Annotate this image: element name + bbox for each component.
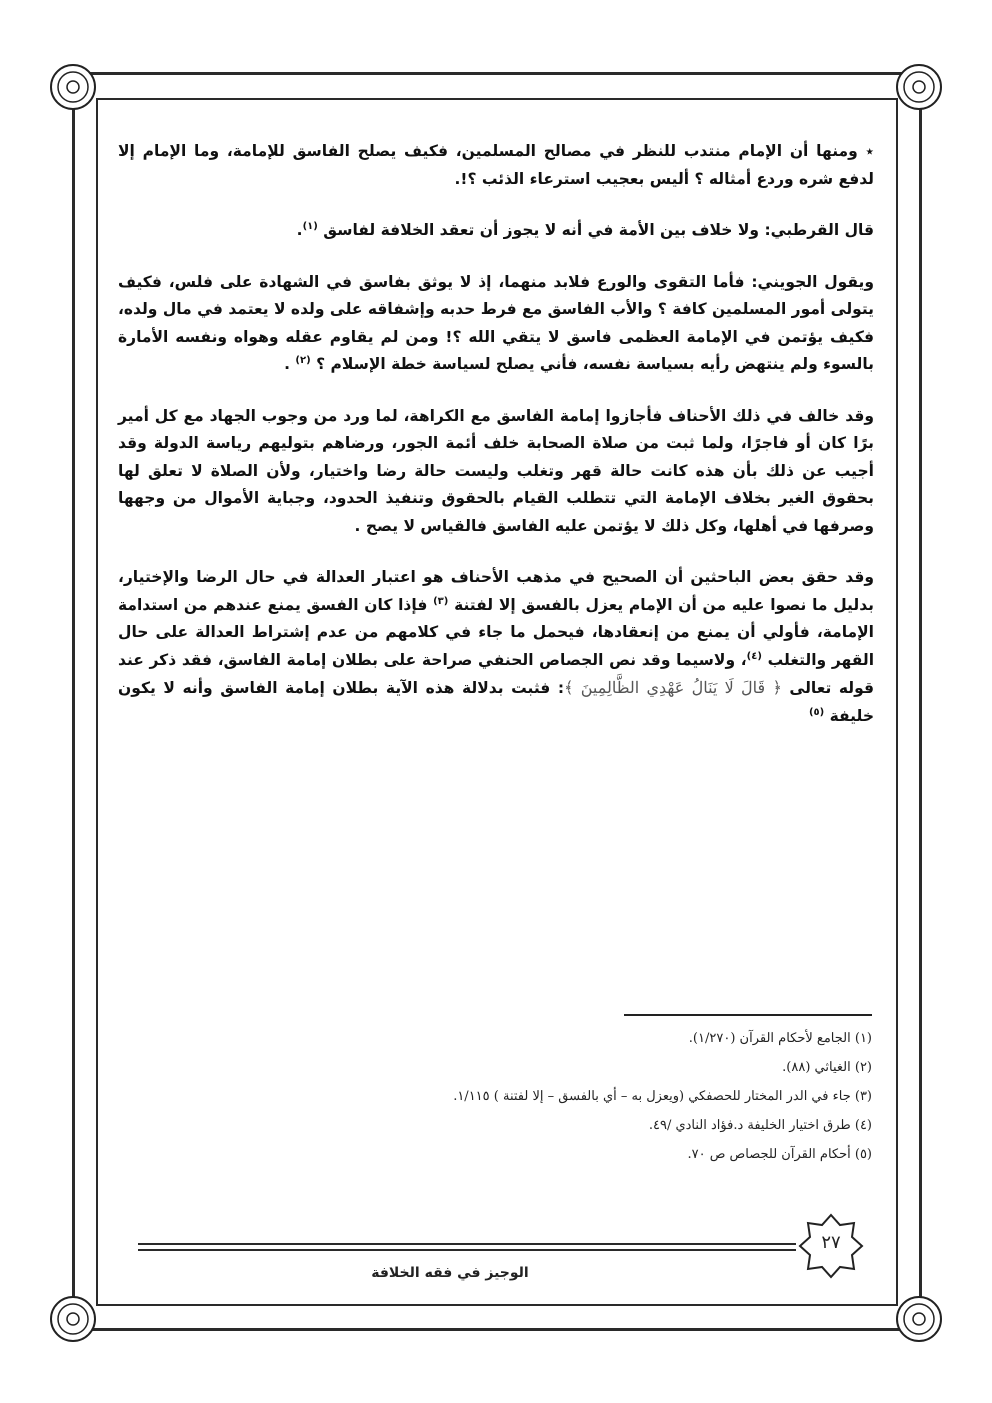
- frame-top-inner: [96, 98, 898, 100]
- footnote-ref[interactable]: (٤): [746, 650, 762, 662]
- footnote-item: (٥) أحكام القرآن للجصاص ص ٧٠.: [687, 1147, 872, 1162]
- frame-left-inner: [96, 98, 98, 1306]
- corner-ornament-icon: [894, 62, 944, 112]
- footnote-ref[interactable]: (٥): [808, 706, 825, 718]
- page-number: ٢٧: [821, 1232, 841, 1253]
- footnote-ref[interactable]: (١): [302, 220, 318, 232]
- footnote-ref[interactable]: (٢): [295, 354, 311, 366]
- footnote-item: (٣) جاء في الدر المختار للحصفكي (ويعزل به – أي بالفسق – إلا لفتنة ) ١/١١٥.: [453, 1089, 872, 1104]
- paragraph: وقد خالف في ذلك الأحناف فأجازوا إمامة الفاسق مع الكراهة، لما ورد من وجوب الجهاد مع كل أمير برًا كان أو فاجرًا، ولما ثبت من صلاة الصحابة خلف أئمة الجور، ورضاهم بتوليهم رياسة الدولة وقد أجيب عن ذلك بأن هذه كانت حالة قهر وتغلب وليست حالة رضا واختيار، ولأن الصلاة لا تعلق لها بحقوق الغير بخلاف الإمامة التي تتطلب القيام بالحقوق وتنفيذ الحدود، وجباية الأموال من وجهها وصرفها في أهلها، وكل ذلك لا يؤتمن عليه الفاسق فالقياس لا يصح .: [118, 406, 874, 535]
- footer-rule-top: [138, 1243, 796, 1245]
- footnote-item: (٤) طرق اختيار الخليفة د.فؤاد النادي /٤٩.: [648, 1118, 872, 1133]
- footer-rule-bottom: [138, 1249, 796, 1251]
- corner-ornament-icon: [48, 62, 98, 112]
- book-title: الوجيز في فقه الخلافة: [371, 1265, 529, 1281]
- frame-bottom-inner: [96, 1304, 898, 1306]
- paragraph: قال القرطبي: ولا خلاف بين الأمة في أنه لا يجوز أن تعقد الخلافة لفاسق $^{(١)}$.: [296, 220, 874, 239]
- frame-top-outer: [72, 72, 922, 75]
- frame-right-inner: [896, 98, 898, 1306]
- footnote-separator: [624, 1014, 872, 1016]
- footnote-item: (١) الجامع لأحكام القرآن (١/٢٧٠).: [688, 1031, 872, 1046]
- paragraph: ويقول الجويني: فأما التقوى والورع فلابد منهما، إذ لا يوثق بفاسق في الشهادة على فلس، فكيف يتولى أمور المسلمين كافة ؟ والأب الفاسق مع فرط حدبه وإشفاقه على ولده لا يعتمد في مال ولده، فكيف يؤتمن في الإمامة العظمى فاسق لا يتقي الله ؟! ومن لم يقاوم عقله وهواه ونفسه الأمارة بالسوء ولم ينتهض رأيه بسياسة نفسه، فأني يصلح لسياسة خطة الإسلام ؟ $^{(٢)}$ .: [118, 272, 874, 373]
- corner-ornament-icon: [894, 1294, 944, 1344]
- footnote-item: (٢) الغياثي (٨٨).: [782, 1060, 872, 1075]
- frame-right-outer: [919, 72, 922, 1331]
- main-text: [118, 138, 874, 754]
- footnote-ref[interactable]: (٣): [433, 595, 449, 607]
- frame-left-outer: [72, 72, 75, 1331]
- frame-bottom-outer: [72, 1328, 922, 1331]
- paragraph: ٭ ومنها أن الإمام منتدب للنظر في مصالح المسلمين، فكيف يصلح الفاسق للإمامة، وما الإمام إلا لدفع شره وردع أمثاله ؟ أليس بعجيب استرعاء الذئب ؟!.: [118, 142, 874, 188]
- footnotes: [300, 1024, 872, 1169]
- quran-verse: ﴿ قَالَ لَا يَنَالُ عَهْدِي الظَّالِمِينَ ﴾: [564, 678, 782, 697]
- paragraph: وقد حقق بعض الباحثين أن الصحيح في مذهب الأحناف هو اعتبار العدالة في حال الرضا والإختيار، بدليل ما نصوا عليه من أن الإمام يعزل بالفسق إلا لفتنة $^{(٣)}$ فإذا كان الفسق يمنع عندهم من استدامة الإمامة، فأولي أن يمنع من إنعقادها، فيحمل ما جاء في كلامهم من عدم إشتراط العدالة على حال القهر والتغلب $^{(٤)}$، ولاسيما وقد نص الجصاص الحنفي صراحة على بطلان إمامة الفاسق، فقد ذكر عند قوله تعالى ﴿ قَالَ لَا يَنَالُ عَهْدِي الظَّالِمِينَ ﴾: فثبت بدلالة هذه الآية بطلان إمامة الفاسق وأنه لا يكون خليفة $^{(٥)}$: [118, 568, 875, 725]
- corner-ornament-icon: [48, 1294, 98, 1344]
